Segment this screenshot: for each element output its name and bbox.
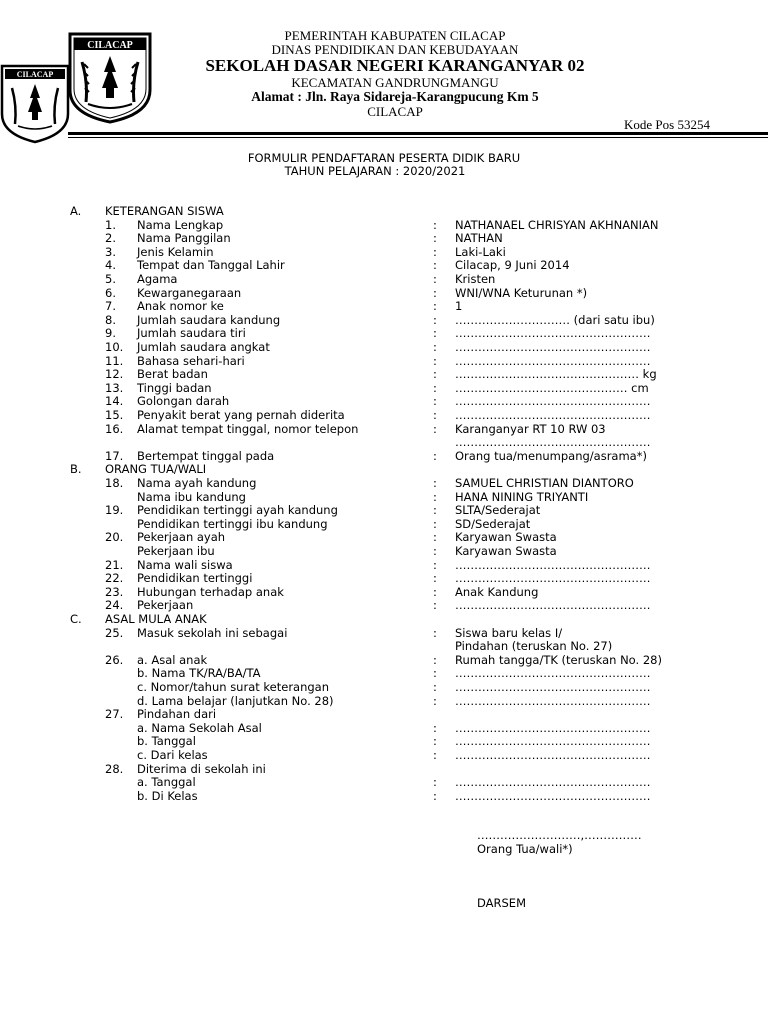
field-colon: :: [433, 312, 437, 327]
form-row: [0, 408, 768, 422]
form-row: [0, 231, 768, 245]
form-row: [0, 734, 768, 748]
field-label: Hubungan terhadap anak: [137, 584, 284, 599]
field-colon: :: [433, 421, 437, 436]
field-number: 16.: [105, 421, 124, 436]
field-value: ……………………………………………: [455, 693, 651, 708]
district-name: KECAMATAN GANDRUNGMANGU: [291, 75, 499, 90]
form-row: [0, 490, 768, 504]
field-number: 20.: [105, 530, 124, 545]
field-value: Rumah tangga/TK (teruskan No. 28): [455, 652, 662, 667]
field-label: d. Lama belajar (lanjutkan No. 28): [137, 693, 334, 708]
field-value: ……………………………………………: [455, 557, 651, 572]
field-label: Jenis Kelamin: [137, 244, 214, 259]
form-row: [0, 585, 768, 599]
form-row: [0, 258, 768, 272]
field-label: Jumlah saudara angkat: [137, 340, 270, 354]
school-address: Alamat : Jln. Raya Sidareja-Karangpucung Km 5: [251, 89, 539, 104]
field-colon: :: [433, 258, 437, 273]
field-value: WNI/WNA Keturunan *): [455, 285, 588, 300]
field-value: ………………………………………… kg: [455, 367, 657, 382]
field-value: ……………………………………………: [455, 571, 651, 586]
field-value: SLTA/Sederajat: [455, 503, 541, 518]
form-row: [0, 666, 768, 680]
field-value: ……………………………………………: [455, 353, 651, 368]
form-row: [0, 571, 768, 585]
form-row: [0, 422, 768, 436]
field-number: 27.: [105, 707, 124, 722]
form-row: [0, 313, 768, 327]
field-value: NATHAN: [455, 231, 503, 246]
field-number: 6.: [105, 285, 116, 300]
field-number: 11.: [105, 353, 124, 368]
field-number: 10.: [105, 340, 124, 354]
field-number: 18.: [105, 476, 124, 490]
field-label: Pendidikan tertinggi ibu kandung: [137, 516, 328, 531]
form-row: [0, 775, 768, 789]
field-colon: :: [433, 285, 437, 300]
field-label: Agama: [137, 272, 178, 286]
field-label: b. Nama TK/RA/BA/TA: [137, 666, 261, 681]
field-colon: :: [433, 408, 437, 422]
form-row: [0, 517, 768, 531]
section-letter: B.: [70, 462, 82, 477]
field-value: ……………………………………………: [455, 680, 651, 694]
field-label: Nama Panggilan: [137, 231, 231, 246]
field-value: ……………………………………………: [455, 340, 651, 354]
field-colon: :: [433, 503, 437, 518]
logo-text: CILACAP: [87, 40, 133, 51]
form-row: [0, 598, 768, 612]
form-row: [0, 340, 768, 354]
form-row: [0, 748, 768, 762]
field-value: ……………………………………………: [455, 435, 651, 450]
section-heading: [0, 612, 768, 626]
field-colon: :: [433, 775, 437, 790]
field-value: ……………………………………… cm: [455, 380, 649, 395]
form-row: [0, 694, 768, 708]
field-value: Kristen: [455, 272, 496, 286]
field-colon: :: [433, 748, 437, 762]
form-row: [0, 299, 768, 313]
field-colon: :: [433, 625, 437, 640]
field-colon: :: [433, 394, 437, 409]
field-colon: :: [433, 326, 437, 341]
field-value: Karanganyar RT 10 RW 03: [455, 421, 606, 436]
section-title: ASAL MULA ANAK: [105, 612, 207, 626]
field-label: Masuk sekolah ini sebagai: [137, 625, 288, 640]
field-number: 14.: [105, 394, 124, 409]
signature-name: DARSEM: [477, 896, 526, 910]
form-row: [0, 354, 768, 368]
field-value: Pindahan (teruskan No. 27): [455, 639, 613, 654]
field-label: Tinggi badan: [137, 380, 212, 395]
field-colon: :: [433, 516, 437, 531]
field-label: Jumlah saudara tiri: [137, 326, 246, 341]
field-value: Siswa baru kelas I/: [455, 625, 563, 640]
form-row: [0, 721, 768, 735]
field-value: ……………………………………………: [455, 788, 651, 803]
form-row: [0, 435, 768, 449]
form-row: [0, 653, 768, 667]
form-row: [0, 762, 768, 776]
field-label: Pindahan dari: [137, 707, 217, 722]
form-row: [0, 394, 768, 408]
field-label: c. Nomor/tahun surat keterangan: [137, 680, 330, 694]
form-row: [0, 680, 768, 694]
field-label: Penyakit berat yang pernah diderita: [137, 408, 345, 422]
field-colon: :: [433, 340, 437, 354]
field-number: 8.: [105, 312, 116, 327]
field-colon: :: [433, 544, 437, 558]
field-number: 15.: [105, 408, 124, 422]
field-number: 28.: [105, 761, 124, 776]
field-number: 24.: [105, 598, 124, 613]
field-colon: :: [433, 584, 437, 599]
header-rule-thin: [68, 137, 768, 138]
form-title: FORMULIR PENDAFTARAN PESERTA DIDIK BARU: [247, 151, 521, 165]
field-colon: :: [433, 557, 437, 572]
header-rule-thick: [68, 132, 768, 135]
section-heading: [0, 462, 768, 476]
field-colon: :: [433, 299, 437, 314]
field-colon: :: [433, 367, 437, 382]
field-number: 7.: [105, 299, 116, 314]
field-label: Pekerjaan ayah: [137, 530, 226, 545]
field-label: Alamat tempat tinggal, nomor telepon: [137, 421, 359, 436]
field-label: Pekerjaan ibu: [137, 544, 215, 558]
form-row: [0, 449, 768, 463]
field-colon: :: [433, 720, 437, 735]
form-row: [0, 558, 768, 572]
field-label: Tempat dan Tanggal Lahir: [137, 258, 285, 273]
field-value: Anak Kandung: [455, 584, 539, 599]
form-row: [0, 245, 768, 259]
field-number: 12.: [105, 367, 124, 382]
field-colon: :: [433, 666, 437, 681]
field-number: 26.: [105, 652, 124, 667]
field-label: Kewarganegaraan: [137, 285, 242, 300]
field-label: c. Dari kelas: [137, 748, 208, 762]
field-value: ……………………………………………: [455, 775, 651, 790]
field-number: 17.: [105, 448, 124, 463]
form-row: [0, 544, 768, 558]
field-colon: :: [433, 476, 437, 490]
postcode: Kode Pos 53254: [624, 117, 710, 132]
signature-place-date: ………………………,……………: [477, 828, 642, 842]
field-label: Nama wali siswa: [137, 557, 233, 572]
field-value: ……………………………………………: [455, 598, 651, 613]
field-colon: :: [433, 530, 437, 545]
field-number: 3.: [105, 244, 116, 259]
field-colon: :: [433, 680, 437, 694]
field-number: 4.: [105, 258, 116, 273]
logo-text-small: CILACAP: [16, 70, 54, 79]
section-letter: A.: [70, 204, 82, 218]
field-number: 19.: [105, 503, 124, 518]
field-label: Bertempat tinggal pada: [137, 448, 275, 463]
field-value: ……………………………………………: [455, 408, 651, 422]
field-value: Laki-Laki: [455, 244, 506, 259]
form-row: [0, 789, 768, 803]
field-colon: :: [433, 217, 437, 232]
field-value: SD/Sederajat: [455, 516, 531, 531]
section-heading: [0, 204, 768, 218]
field-value: ……………………………………………: [455, 748, 651, 762]
field-label: Pendidikan tertinggi ayah kandung: [137, 503, 338, 518]
form-row: [0, 503, 768, 517]
field-label: Golongan darah: [137, 394, 230, 409]
field-number: 1.: [105, 217, 116, 232]
field-label: Bahasa sehari-hari: [137, 353, 245, 368]
field-colon: :: [433, 448, 437, 463]
field-label: Berat badan: [137, 367, 208, 382]
field-colon: :: [433, 380, 437, 395]
field-number: 21.: [105, 557, 124, 572]
field-number: 13.: [105, 380, 124, 395]
field-value: ……………………………………………: [455, 720, 651, 735]
field-value: NATHANAEL CHRISYAN AKHNANIAN: [455, 217, 659, 232]
field-colon: :: [433, 734, 437, 749]
field-value: Cilacap, 9 Juni 2014: [455, 258, 570, 273]
section-letter: C.: [70, 612, 82, 626]
form-row: [0, 272, 768, 286]
academic-year: TAHUN PELAJARAN : 2020/2021: [284, 164, 466, 178]
form-row: [0, 218, 768, 232]
form-row: [0, 381, 768, 395]
field-label: a. Nama Sekolah Asal: [137, 720, 262, 735]
field-number: 5.: [105, 272, 116, 286]
field-label: b. Tanggal: [137, 734, 196, 749]
field-number: 22.: [105, 571, 124, 586]
field-label: Nama Lengkap: [137, 217, 224, 232]
field-colon: :: [433, 598, 437, 613]
field-label: a. Tanggal: [137, 775, 196, 790]
form-row: [0, 530, 768, 544]
field-label: Diterima di sekolah ini: [137, 761, 266, 776]
field-value: HANA NINING TRIYANTI: [455, 489, 589, 504]
field-value: ……………………………………………: [455, 734, 651, 749]
field-colon: :: [433, 788, 437, 803]
field-label: a. Asal anak: [137, 652, 208, 667]
department-name: DINAS PENDIDIKAN DAN KEBUDAYAAN: [271, 42, 519, 57]
field-label: Nama ayah kandung: [137, 476, 257, 490]
section-title: KETERANGAN SISWA: [105, 204, 224, 218]
field-value: Karyawan Swasta: [455, 544, 557, 558]
city-name: CILACAP: [367, 104, 423, 119]
field-colon: :: [433, 693, 437, 708]
field-value: 1: [455, 299, 463, 314]
school-name: SEKOLAH DASAR NEGERI KARANGANYAR 02: [205, 56, 585, 75]
form-row: [0, 286, 768, 300]
field-number: 2.: [105, 231, 116, 246]
field-value: SAMUEL CHRISTIAN DIANTORO: [455, 476, 634, 490]
form-row: [0, 639, 768, 653]
field-value: ……………………………………………: [455, 666, 651, 681]
form-row: [0, 707, 768, 721]
field-number: 25.: [105, 625, 124, 640]
field-colon: :: [433, 244, 437, 259]
form-row: [0, 367, 768, 381]
field-value: ……………………………………………: [455, 326, 651, 341]
field-label: Nama ibu kandung: [137, 489, 246, 504]
signature-role: Orang Tua/wali*): [477, 842, 573, 856]
field-label: Pekerjaan: [137, 598, 194, 613]
field-number: 9.: [105, 326, 116, 341]
field-colon: :: [433, 231, 437, 246]
field-colon: :: [433, 571, 437, 586]
section-title: ORANG TUA/WALI: [105, 462, 207, 477]
field-colon: :: [433, 489, 437, 504]
form-row: [0, 476, 768, 490]
field-value: Karyawan Swasta: [455, 530, 557, 545]
field-label: Anak nomor ke: [137, 299, 224, 314]
field-colon: :: [433, 652, 437, 667]
government-name: PEMERINTAH KABUPATEN CILACAP: [284, 28, 506, 43]
field-label: Jumlah saudara kandung: [137, 312, 281, 327]
form-row: [0, 626, 768, 640]
form-row: [0, 326, 768, 340]
field-value: ………………………… (dari satu ibu): [455, 312, 655, 327]
field-label: Pendidikan tertinggi: [137, 571, 253, 586]
field-label: b. Di Kelas: [137, 788, 198, 803]
field-value: ……………………………………………: [455, 394, 651, 409]
field-colon: :: [433, 353, 437, 368]
field-number: 23.: [105, 584, 124, 599]
field-value: Orang tua/menumpang/asrama*): [455, 448, 647, 463]
field-colon: :: [433, 272, 437, 286]
